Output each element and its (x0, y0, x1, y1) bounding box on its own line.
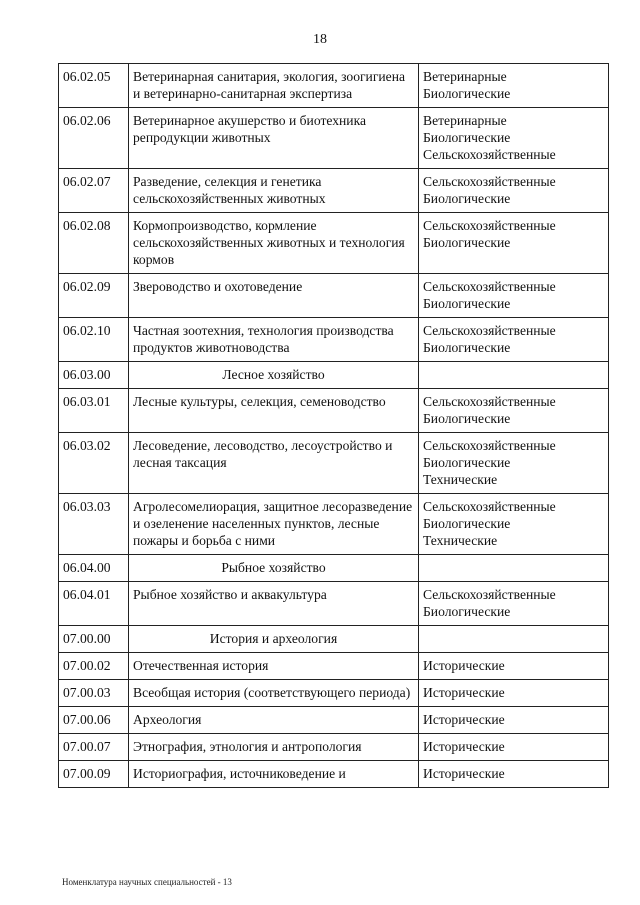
science-field: Технические (423, 472, 498, 487)
science-field: Сельскохозяйственные (423, 218, 556, 233)
specialty-name: Историография, источниковедение и (129, 761, 419, 788)
specialty-code: 07.00.00 (59, 626, 129, 653)
page-number: 18 (313, 32, 327, 47)
science-field: Исторические (423, 658, 505, 673)
science-field: Биологические (423, 296, 511, 311)
nomenclature-table (58, 63, 609, 788)
science-field: Сельскохозяйственные (423, 499, 556, 514)
specialty-code: 06.02.06 (59, 108, 129, 169)
specialty-name: Кормопроизводство, кормление сельскохозяйственных животных и технология кормов (129, 213, 419, 274)
science-fields (419, 582, 609, 626)
specialty-code: 07.00.03 (59, 680, 129, 707)
science-field: Технические (423, 533, 498, 548)
table-row (59, 213, 609, 274)
science-field: Сельскохозяйственные (423, 279, 556, 294)
table-row (59, 707, 609, 734)
science-field: Исторические (423, 712, 505, 727)
footer-note: Номенклатура научных специальностей - 13 (62, 877, 232, 887)
specialty-name: Звероводство и охотоведение (129, 274, 419, 318)
section-row (59, 555, 609, 582)
specialty-name: Рыбное хозяйство и аквакультура (129, 582, 419, 626)
science-field: Ветеринарные (423, 113, 507, 128)
specialty-name: Отечественная история (129, 653, 419, 680)
science-fields (419, 318, 609, 362)
specialty-name: Этнография, этнология и антропология (129, 734, 419, 761)
science-field: Сельскохозяйственные (423, 587, 556, 602)
science-fields (419, 108, 609, 169)
specialty-code: 06.03.03 (59, 494, 129, 555)
specialty-name: Разведение, селекция и генетика сельскохозяйственных животных (129, 169, 419, 213)
specialty-code: 06.02.07 (59, 169, 129, 213)
science-fields (419, 362, 609, 389)
table-row (59, 169, 609, 213)
section-row (59, 626, 609, 653)
science-fields (419, 169, 609, 213)
science-field: Ветеринарные (423, 69, 507, 84)
science-field: Исторические (423, 685, 505, 700)
specialty-code: 07.00.09 (59, 761, 129, 788)
science-field: Сельскохозяйственные (423, 323, 556, 338)
section-title: Лесное хозяйство (129, 362, 419, 389)
specialty-code: 06.02.09 (59, 274, 129, 318)
science-fields (419, 626, 609, 653)
science-fields (419, 734, 609, 761)
specialty-name: Агролесомелиорация, защитное лесоразведение и озеленение населенных пунктов, лесные пожары и борьба с ними (129, 494, 419, 555)
specialty-name: Лесные культуры, селекция, семеноводство (129, 389, 419, 433)
table-row (59, 274, 609, 318)
science-fields (419, 389, 609, 433)
specialty-code: 06.04.00 (59, 555, 129, 582)
specialty-name: Ветеринарная санитария, экология, зоогигиена и ветеринарно-санитарная экспертиза (129, 64, 419, 108)
science-field: Биологические (423, 235, 511, 250)
section-title: История и археология (129, 626, 419, 653)
science-field: Биологические (423, 191, 511, 206)
science-field: Сельскохозяйственные (423, 174, 556, 189)
science-fields (419, 213, 609, 274)
table-row (59, 680, 609, 707)
specialty-code: 07.00.02 (59, 653, 129, 680)
science-fields (419, 555, 609, 582)
table-row (59, 734, 609, 761)
table-row (59, 433, 609, 494)
science-fields (419, 761, 609, 788)
specialty-code: 06.02.08 (59, 213, 129, 274)
science-field: Биологические (423, 130, 511, 145)
section-title: Рыбное хозяйство (129, 555, 419, 582)
table-row (59, 318, 609, 362)
table-row (59, 494, 609, 555)
specialty-code: 06.02.10 (59, 318, 129, 362)
specialty-name: Археология (129, 707, 419, 734)
table-row (59, 108, 609, 169)
specialty-code: 06.03.02 (59, 433, 129, 494)
science-fields (419, 680, 609, 707)
table-row (59, 389, 609, 433)
specialty-code: 06.03.01 (59, 389, 129, 433)
specialty-code: 06.03.00 (59, 362, 129, 389)
science-field: Исторические (423, 739, 505, 754)
specialty-code: 06.02.05 (59, 64, 129, 108)
science-fields (419, 653, 609, 680)
science-fields (419, 64, 609, 108)
science-field: Биологические (423, 455, 511, 470)
science-field: Биологические (423, 340, 511, 355)
science-field: Сельскохозяйственные (423, 438, 556, 453)
table-row (59, 761, 609, 788)
science-field: Биологические (423, 411, 511, 426)
science-field: Сельскохозяйственные (423, 394, 556, 409)
specialty-name: Лесоведение, лесоводство, лесоустройство и лесная таксация (129, 433, 419, 494)
science-fields (419, 433, 609, 494)
science-fields (419, 707, 609, 734)
science-field: Биологические (423, 516, 511, 531)
science-fields (419, 494, 609, 555)
science-field: Биологические (423, 86, 511, 101)
specialty-name: Ветеринарное акушерство и биотехника репродукции животных (129, 108, 419, 169)
science-fields (419, 274, 609, 318)
specialty-code: 07.00.07 (59, 734, 129, 761)
science-field: Сельскохозяйственные (423, 147, 556, 162)
specialty-name: Частная зоотехния, технология производства продуктов животноводства (129, 318, 419, 362)
specialty-code: 06.04.01 (59, 582, 129, 626)
specialty-name: Всеобщая история (соответствующего периода) (129, 680, 419, 707)
science-field: Исторические (423, 766, 505, 781)
table-row (59, 653, 609, 680)
specialty-code: 07.00.06 (59, 707, 129, 734)
section-row (59, 362, 609, 389)
table-body (59, 64, 609, 788)
table-row (59, 582, 609, 626)
science-field: Биологические (423, 604, 511, 619)
table-row (59, 64, 609, 108)
